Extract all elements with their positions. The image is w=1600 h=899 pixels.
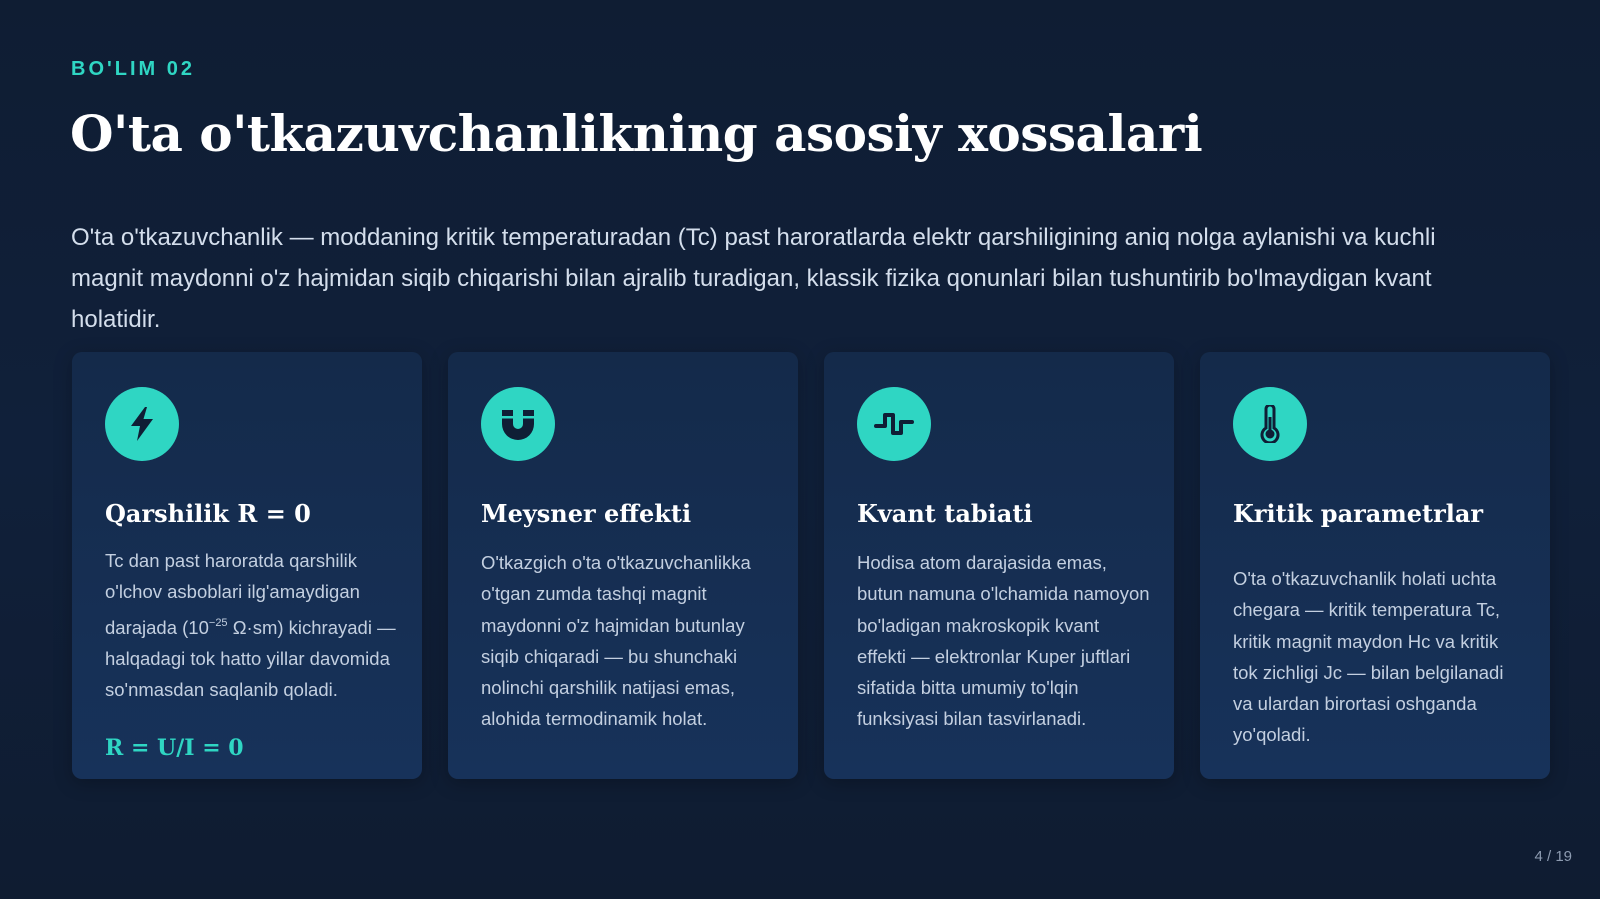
card-title: Kvant tabiati	[857, 499, 1033, 528]
card-text: O'ta o'tkazuvchanlik holati uchta chegara — kritik temperatura Tc, kritik magnit maydon Hc va kritik tok zichligi Jc — bilan belgilanadi va ulardan birortasi oshganda yo'qoladi.	[1233, 568, 1504, 746]
page-title: O'ta o'tkazuvchanlikning asosiy xossalari	[70, 104, 1203, 163]
card-text: Tc dan past haroratda qarshilik o'lchov asboblari ilg'amaydigan darajada ($10^{-25}$ Ω·sm) kichrayadi — halqadagi tok hatto yillar davomida so'nmasdan saqlanib qoladi.	[105, 550, 396, 701]
card-text: Hodisa atom darajasida emas, butun namuna o'lchamida namoyon bo'ladigan makroskopik kvant effekti — elektronlar Kuper juftlari sifatida bitta umumiy to'lqin funksiyasi bilan tasvirlanadi.	[857, 552, 1150, 730]
square-wave-icon	[857, 387, 931, 461]
card-title: Qarshilik R = 0	[105, 499, 311, 528]
intro-paragraph: O'ta o'tkazuvchanlik — moddaning kritik temperaturadan (Tc) past haroratlarda elektr qarshiligining aniq nolga aylanishi va kuchli magnit maydonni o'z hajmidan siqib chiqarishi bilan ajralib turadigan, klassik fizika qonunlari bilan tushuntirib bo'lmaydigan kvant holatidir.	[71, 224, 1436, 333]
card-title: Meysner effekti	[481, 499, 692, 528]
section-label: BO'LIM 02	[71, 58, 195, 80]
card-title: Kritik parametrlar	[1233, 499, 1484, 528]
magnet-icon	[481, 387, 555, 461]
card-text: O'tkazgich o'ta o'tkazuvchanlikka o'tgan zumda tashqi magnit maydonni o'z hajmidan butunlay siqib chiqaradi — bu shunchaki nolinchi qarshilik natijasi emas, alohida termodinamik holat.	[481, 552, 751, 730]
lightning-bolt-icon	[105, 387, 179, 461]
thermometer-icon	[1233, 387, 1307, 461]
card-quantum	[824, 352, 1174, 779]
card-meissner	[448, 352, 798, 779]
card-resistance	[72, 352, 422, 779]
resistance-formula: R = U/I = 0	[105, 735, 244, 761]
feature-cards	[72, 352, 1552, 779]
card-critical-params	[1200, 352, 1550, 779]
page-number: 4 / 19	[1534, 848, 1572, 865]
